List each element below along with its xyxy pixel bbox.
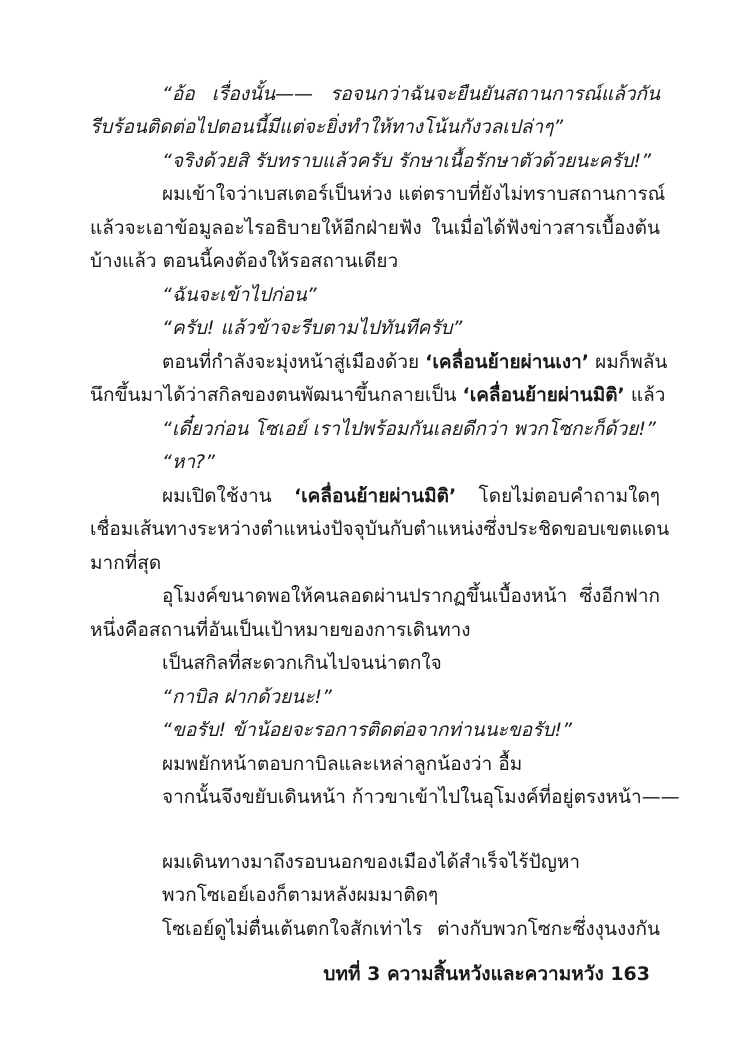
text-line: “เดี๋ยวก่อน โซเอย์ เราไปพร้อมกันเลยดีกว่า พวกโซกะก็ด้วย!” <box>162 418 656 440</box>
text-line: เป็นสกิลที่สะดวกเกินไปจนน่าตกใจ <box>162 652 442 674</box>
text-line: แล้วจะเอาข้อมูลอะไรอธิบายให้อีกฝ่ายฟัง ในเมื่อได้ฟังข่าวสารเบื้องต้น <box>90 217 660 239</box>
text-line: โซเอย์ดูไม่ตื่นเต้นตกใจสักเท่าไร ต่างกับพวกโซกะซึ่งงุนงงกัน <box>162 918 660 940</box>
text-line <box>90 383 666 407</box>
text-segment: ตอนที่กำลังจะมุ่งหน้าสู่เมืองด้วย <box>162 351 426 373</box>
text-line: บ้างแล้ว ตอนนี้คงต้องให้รอสถานเดียว <box>90 250 399 272</box>
text-line: พวกโซเอย์เองก็ตามหลังผมมาติดๆ <box>162 884 439 906</box>
text-line: “ครับ! แล้วข้าจะรีบตามไปทันทีครับ” <box>162 317 463 339</box>
text-line: รีบร้อนติดต่อไปตอนนี้มีแต่จะยิ่งทำให้ทางโน้นกังวลเปล่าๆ” <box>90 116 564 138</box>
text-line: ผมเข้าใจว่าเบสเตอร์เป็นห่วง แต่ตราบที่ยังไม่ทราบสถานการณ์ <box>162 183 666 205</box>
text-segment: นึกขึ้นมาได้ว่าสกิลของตนพัฒนาขึ้นกลายเป็น <box>90 384 463 406</box>
text-segment: แล้ว <box>624 384 666 406</box>
text-line: “ฉันจะเข้าไปก่อน” <box>162 284 317 306</box>
skill-name-bold: ‘เคลื่อนย้ายผ่านมิติ’ <box>462 384 625 406</box>
text-line <box>162 484 660 508</box>
text-line: “หา?” <box>162 451 215 473</box>
text-line: “อ้อ เรื่องนั้น—— รอจนกว่าฉันจะยืนยันสถานการณ์แล้วกัน <box>162 83 660 105</box>
text-line: เชื่อมเส้นทางระหว่างตำแหน่งปัจจุบันกับตำแหน่งซึ่งประชิดขอบเขตแดน <box>90 518 670 540</box>
text-line: “กาบิล ฝากด้วยนะ!” <box>162 686 332 708</box>
text-line: หนึ่งคือสถานที่อันเป็นเป้าหมายของการเดินทาง <box>90 619 471 641</box>
text-line: ผมเดินทางมาถึงรอบนอกของเมืองได้สำเร็จไร้ปัญหา <box>162 851 581 873</box>
text-segment: โดยไม่ตอบคำถามใดๆ <box>456 485 660 507</box>
text-line <box>162 350 668 374</box>
text-line: จากนั้นจึงขยับเดินหน้า ก้าวขาเข้าไปในอุโมงค์ที่อยู่ตรงหน้า—— <box>162 786 680 808</box>
text-line: อุโมงค์ขนาดพอให้คนลอดผ่านปรากฏขึ้นเบื้องหน้า ซึ่งอีกฟาก <box>162 585 660 607</box>
text-line: มากที่สุด <box>90 552 162 574</box>
skill-name-bold: ‘เคลื่อนย้ายผ่านมิติ’ <box>293 485 457 507</box>
text-line: “จริงด้วยสิ รับทราบแล้วครับ รักษาเนื้อรักษาตัวด้วยนะครับ!” <box>162 150 652 172</box>
text-line: ผมพยักหน้าตอบกาบิลและเหล่าลูกน้องว่า อื้ม <box>162 753 523 775</box>
text-segment: ผมก็พลัน <box>589 351 668 373</box>
text-line: “ขอรับ! ข้าน้อยจะรอการติดต่อจากท่านนะขอรับ!” <box>162 719 572 741</box>
text-segment: ผมเปิดใช้งาน <box>162 485 294 507</box>
skill-name-bold: ‘เคลื่อนย้ายผ่านเงา’ <box>425 351 590 373</box>
page-footer: บทที่ 3 ความสิ้นหวังและความหวัง 163 <box>323 963 650 985</box>
